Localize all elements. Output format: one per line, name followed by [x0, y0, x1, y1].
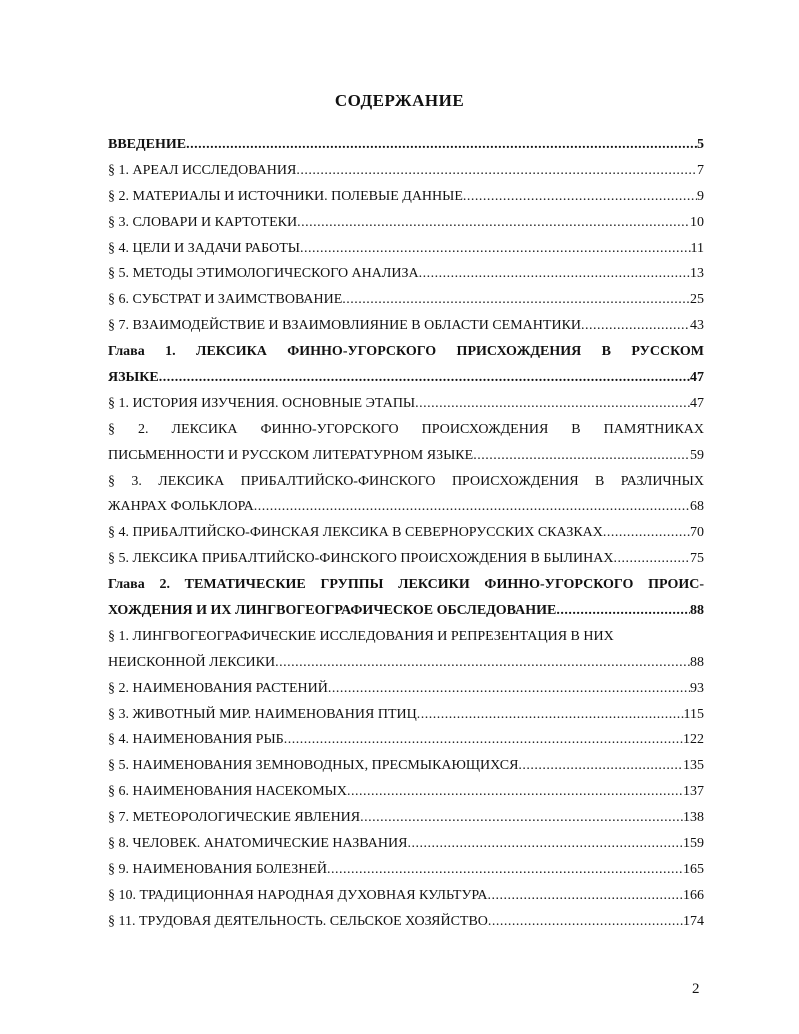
toc-entry-title: § 5. МЕТОДЫ ЭТИМОЛОГИЧЕСКОГО АНАЛИЗА [108, 266, 419, 282]
toc-entry-page: 7 [697, 162, 704, 178]
toc-entry-page: 88 [690, 654, 704, 670]
toc-entry-page: 115 [683, 706, 704, 722]
toc-leader-dots [603, 520, 690, 546]
toc-entry [108, 883, 704, 909]
toc-leader-dots [275, 650, 690, 676]
toc-leader-dots [556, 598, 690, 624]
toc-entry-title: § 3. ЖИВОТНЫЙ МИР. НАИМЕНОВАНИЯ ПТИЦ [108, 706, 417, 722]
toc-entry [108, 132, 704, 158]
toc-entry-page: 11 [690, 240, 704, 256]
toc-entry-title: НЕИСКОННОЙ ЛЕКСИКИ [108, 654, 276, 670]
toc-entry [108, 702, 704, 728]
toc-entry-page: 159 [683, 836, 704, 852]
toc-entry [108, 572, 704, 598]
toc-entry [108, 365, 704, 391]
toc-entry [108, 210, 704, 236]
toc-entry-title: ХОЖДЕНИЯ И ИХ ЛИНГВОГЕОГРАФИЧЕСКОЕ ОБСЛЕДОВАНИЕ [108, 603, 557, 619]
toc-leader-dots [360, 805, 683, 831]
toc-entry-page: 166 [683, 887, 704, 903]
toc-leader-dots [473, 443, 690, 469]
toc-entry-title: § 2. ЛЕКСИКА ФИННО-УГОРСКОГО ПРОИСХОЖДЕНИЯ В ПАМЯТНИКАХ [108, 421, 704, 437]
toc-entry-title: ПИСЬМЕННОСТИ И РУССКОМ ЛИТЕРАТУРНОМ ЯЗЫКЕ [108, 447, 474, 463]
toc-entry-page: 135 [683, 758, 704, 774]
toc-entry-title: § 3. ЛЕКСИКА ПРИБАЛТИЙСКО-ФИНСКОГО ПРОИСХОЖДЕНИЯ В РАЗЛИЧНЫХ [108, 473, 704, 489]
toc-entry [108, 727, 704, 753]
toc-entry [108, 391, 704, 417]
toc-leader-dots [488, 883, 684, 909]
toc-entry [108, 520, 704, 546]
toc-entry-page: 59 [690, 447, 704, 463]
toc-entry [108, 469, 704, 495]
toc-entry-title: Глава 2. ТЕМАТИЧЕСКИЕ ГРУППЫ ЛЕКСИКИ ФИННО-УГОРСКОГО ПРОИС- [108, 577, 704, 593]
toc-entry-page: 70 [690, 525, 704, 541]
toc-leader-dots [297, 210, 690, 236]
toc-leader-dots [296, 158, 697, 184]
toc-leader-dots [419, 261, 690, 287]
toc-leader-dots [186, 132, 697, 158]
toc-entry [108, 184, 704, 210]
toc-entry [108, 339, 704, 365]
toc-leader-dots [417, 702, 684, 728]
toc-entry-page: 47 [690, 395, 704, 411]
toc-entry-page: 122 [683, 732, 704, 748]
toc-entry-page: 138 [683, 810, 704, 826]
toc-leader-dots [614, 546, 691, 572]
toc-leader-dots [581, 313, 690, 339]
toc-entry-title: § 5. ЛЕКСИКА ПРИБАЛТИЙСКО-ФИНСКОГО ПРОИСХОЖДЕНИЯ В БЫЛИНАХ [108, 551, 614, 567]
toc-leader-dots [518, 753, 683, 779]
toc-entry [108, 417, 704, 443]
toc-entry [108, 598, 704, 624]
toc-entry [108, 805, 704, 831]
toc-entry-title: § 4. НАИМЕНОВАНИЯ РЫБ [108, 732, 284, 748]
toc-entry-title: ВВЕДЕНИЕ [108, 137, 187, 152]
toc-entry-title: Глава 1. ЛЕКСИКА ФИННО-УГОРСКОГО ПРИСХОЖДЕНИЯ В РУССКОМ [108, 344, 704, 360]
toc-entry [108, 753, 704, 779]
toc-entry-page: 93 [690, 680, 704, 696]
toc-entry [108, 313, 704, 339]
toc-leader-dots [488, 909, 683, 935]
toc-entry-title: § 2. НАИМЕНОВАНИЯ РАСТЕНИЙ [108, 680, 328, 696]
toc-entry-page: 43 [690, 318, 704, 334]
toc-leader-dots [347, 779, 683, 805]
toc-entry-title: § 1. ИСТОРИЯ ИЗУЧЕНИЯ. ОСНОВНЫЕ ЭТАПЫ [108, 395, 416, 411]
toc-entry-title: ЯЗЫКЕ [108, 370, 159, 386]
toc-leader-dots [159, 365, 690, 391]
toc-entry-page: 165 [683, 861, 704, 877]
toc-entry-page: 88 [690, 603, 704, 619]
toc-entry-title: § 8. ЧЕЛОВЕК. АНАТОМИЧЕСКИЕ НАЗВАНИЯ [108, 836, 408, 852]
toc-entry-page: 10 [690, 214, 704, 230]
toc-entry [108, 158, 704, 184]
toc-entry [108, 624, 704, 650]
toc-entry [108, 779, 704, 805]
toc-entry-title: § 9. НАИМЕНОВАНИЯ БОЛЕЗНЕЙ [108, 861, 328, 877]
toc-entry-page: 5 [697, 137, 704, 152]
toc-entry-title: § 6. СУБСТРАТ И ЗАИМСТВОВАНИЕ [108, 292, 343, 308]
toc-leader-dots [328, 676, 690, 702]
toc-entry-title: § 2. МАТЕРИАЛЫ И ИСТОЧНИКИ. ПОЛЕВЫЕ ДАННЫЕ [108, 188, 463, 204]
toc-leader-dots [254, 494, 690, 520]
toc-entry-title: § 7. МЕТЕОРОЛОГИЧЕСКИЕ ЯВЛЕНИЯ [108, 810, 361, 826]
toc-leader-dots [342, 287, 690, 313]
toc-entry-page: 68 [690, 499, 704, 515]
toc-entry-page: 137 [683, 784, 704, 800]
toc-leader-dots [415, 391, 690, 417]
toc-entry [108, 909, 704, 935]
toc-entry-title: § 3. СЛОВАРИ И КАРТОТЕКИ [108, 214, 298, 230]
toc-entry-title: § 7. ВЗАИМОДЕЙСТВИЕ И ВЗАИМОВЛИЯНИЕ В ОБЛАСТИ СЕМАНТИКИ [108, 318, 582, 334]
toc-entry-page: 25 [690, 292, 704, 308]
toc-leader-dots [463, 184, 697, 210]
toc-entry [108, 261, 704, 287]
page-title: СОДЕРЖАНИЕ [334, 91, 465, 110]
toc-leader-dots [407, 831, 683, 857]
toc-entry-title: § 10. ТРАДИЦИОННАЯ НАРОДНАЯ ДУХОВНАЯ КУЛЬТУРА [108, 887, 488, 903]
toc-leader-dots [284, 727, 683, 753]
table-of-contents [108, 132, 704, 935]
toc-entry-page: 174 [683, 913, 704, 929]
toc-entry [108, 857, 704, 883]
toc-entry-title: § 1. АРЕАЛ ИССЛЕДОВАНИЯ [108, 162, 297, 178]
toc-entry [108, 676, 704, 702]
toc-entry-page: 13 [690, 266, 704, 282]
toc-entry-title: § 4. ПРИБАЛТИЙСКО-ФИНСКАЯ ЛЕКСИКА В СЕВЕРНОРУССКИХ СКАЗКАХ [108, 525, 603, 541]
toc-entry-page: 47 [690, 370, 704, 386]
toc-entry-title: § 5. НАИМЕНОВАНИЯ ЗЕМНОВОДНЫХ, ПРЕСМЫКАЮЩИХСЯ [108, 758, 519, 774]
toc-entry [108, 494, 704, 520]
toc-entry-page: 75 [690, 551, 704, 567]
toc-entry-title: § 1. ЛИНГВОГЕОГРАФИЧЕСКИЕ ИССЛЕДОВАНИЯ И РЕПРЕЗЕНТАЦИЯ В НИХ [108, 628, 614, 644]
toc-entry-title: ЖАНРАХ ФОЛЬКЛОРА [108, 499, 254, 515]
toc-entry [108, 236, 704, 262]
toc-entry-title: § 6. НАИМЕНОВАНИЯ НАСЕКОМЫХ [108, 784, 347, 800]
toc-entry-page: 9 [697, 188, 704, 204]
toc-entry [108, 287, 704, 313]
toc-entry-title: § 11. ТРУДОВАЯ ДЕЯТЕЛЬНОСТЬ. СЕЛЬСКОЕ ХОЗЯЙСТВО [108, 913, 488, 929]
toc-entry [108, 831, 704, 857]
toc-entry [108, 650, 704, 676]
toc-entry-title: § 4. ЦЕЛИ И ЗАДАЧИ РАБОТЫ [108, 240, 300, 256]
toc-leader-dots [327, 857, 683, 883]
page-number: 2 [692, 981, 700, 997]
toc-leader-dots [300, 236, 691, 262]
toc-entry [108, 443, 704, 469]
toc-entry [108, 546, 704, 572]
